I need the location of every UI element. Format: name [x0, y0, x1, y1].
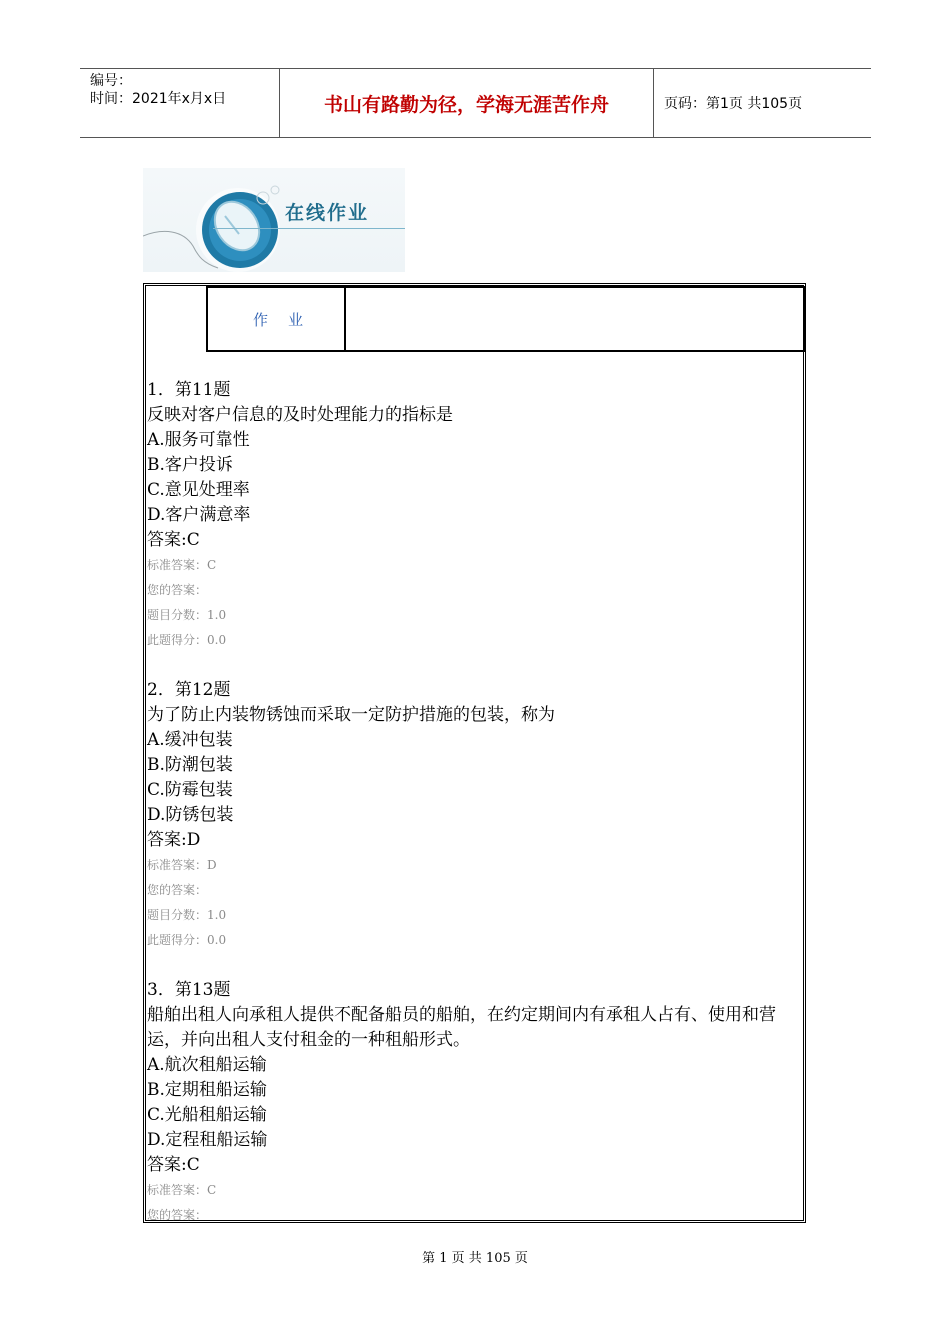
option-b: B.定期租船运输 — [147, 1080, 267, 1100]
option-a: A.服务可靠性 — [147, 430, 250, 450]
option-a: A.缓冲包装 — [147, 730, 233, 750]
option-d: D.客户满意率 — [147, 505, 251, 525]
option-b: B.客户投诉 — [147, 455, 233, 475]
answer: 答案:D — [147, 830, 201, 850]
spacer — [147, 653, 803, 678]
option-c: C.意见处理率 — [147, 480, 250, 500]
question-text: 反映对客户信息的及时处理能力的指标是 — [147, 405, 453, 425]
earned-score: 此题得分：0.0 — [147, 933, 227, 947]
standard-answer: 标准答案：C — [147, 1183, 217, 1197]
standard-answer: 标准答案：C — [147, 558, 217, 572]
option-d: D.防锈包装 — [147, 805, 234, 825]
document-header — [80, 68, 871, 138]
earned-score: 此题得分：0.0 — [147, 633, 227, 647]
question-score: 题目分数：1.0 — [147, 608, 227, 622]
option-a: A.航次租船运输 — [147, 1055, 267, 1075]
question-item — [147, 378, 803, 653]
question-title: 3．第13题 — [147, 980, 231, 1000]
page-footer: 第 1 页 共 105 页 — [422, 1251, 528, 1266]
header-info — [80, 69, 280, 137]
header-page-info: 页码：第1页 共105页 — [664, 96, 803, 112]
your-answer: 您的答案： — [147, 883, 208, 897]
homework-frame — [143, 283, 806, 1223]
answer: 答案:C — [147, 1155, 200, 1175]
banner-title: 在线作业 — [285, 202, 370, 224]
tab-homework[interactable]: 作业 — [208, 288, 346, 350]
option-c: C.光船租船运输 — [147, 1105, 267, 1125]
question-list — [147, 378, 803, 1228]
serial-label: 编号： — [90, 73, 132, 89]
date-label: 时间：2021年x月x日 — [90, 91, 227, 107]
your-answer: 您的答案： — [147, 583, 208, 597]
mouse-icon — [143, 168, 293, 272]
homework-tab-bar — [206, 286, 805, 352]
question-item — [147, 678, 803, 953]
option-c: C.防霉包装 — [147, 780, 233, 800]
question-text: 为了防止内装物锈蚀而采取一定防护措施的包装，称为 — [147, 705, 555, 725]
header-motto: 书山有路勤为径，学海无涯苦作舟 — [280, 69, 654, 137]
question-text: 船舶出租人向承租人提供不配备船员的船舶，在约定期间内有承租人占有、使用和营运，并向出租人支付租金的一种租船形式。 — [147, 1005, 776, 1050]
spacer — [147, 953, 803, 978]
question-item — [147, 978, 803, 1228]
question-score: 题目分数：1.0 — [147, 908, 227, 922]
answer: 答案:C — [147, 530, 200, 550]
banner-divider — [213, 228, 405, 229]
question-title: 2．第12题 — [147, 680, 231, 700]
option-b: B.防潮包装 — [147, 755, 233, 775]
question-title: 1．第11题 — [147, 380, 231, 400]
standard-answer: 标准答案：D — [147, 858, 217, 872]
option-d: D.定程租船运输 — [147, 1130, 268, 1150]
online-homework-banner — [143, 168, 405, 272]
your-answer: 您的答案： — [147, 1208, 208, 1222]
